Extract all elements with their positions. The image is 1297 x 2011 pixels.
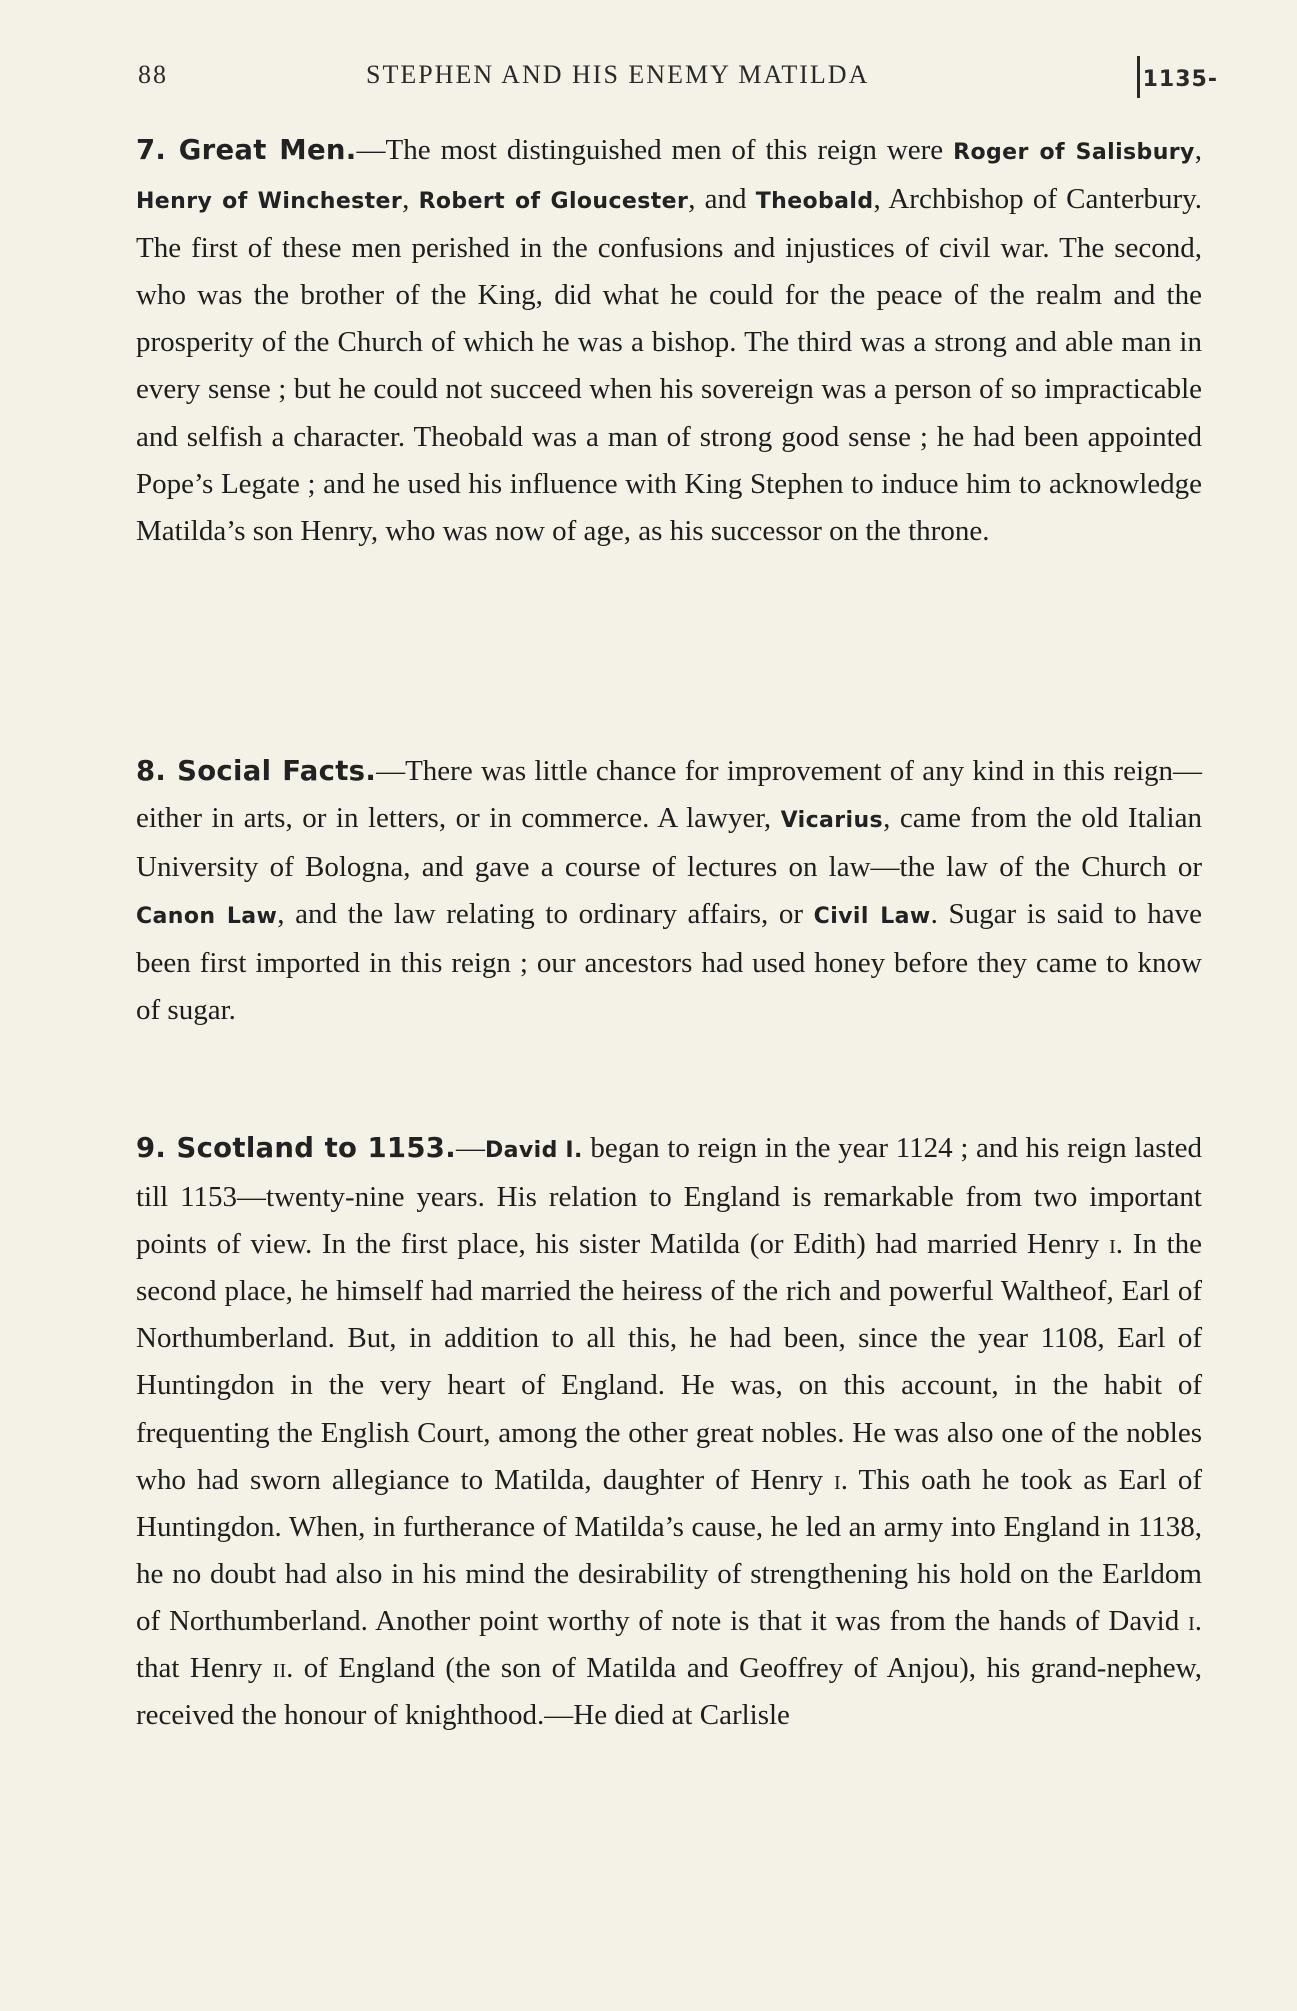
section-heading: 9. Scotland to 1153. [136, 1132, 456, 1164]
body-text: , [402, 183, 419, 216]
body-text: of England (the son of Matilda and Geoffrey of Anjou), his grand-nephew, received the honour of knighthood.—He died at Carlisle [136, 1652, 1202, 1732]
body-text: , came from the old Italian University of Bologna, and gave a course of lectures on law—the law of the Church or [136, 802, 1202, 884]
person-name: David [484, 1138, 558, 1163]
body-text: began to reign in the year 1124 ; and his reign lasted till 1153—twenty-nine years. His relation to England is remarkable from two important points of view. In the first place, his sister Matilda (or Edith) had married Henry [136, 1132, 1202, 1261]
body-text: —The most distinguished men of this reign were [356, 134, 954, 166]
section-great-men [136, 127, 1202, 555]
body-text: , Archbishop of Canterbury. The first of these men perished in the confusions and injustices of civil war. The second, who was the brother of the King, did what he could for the peace of the realm and the prosperity of the Church of which he was a bishop. The third was a strong and able man in every sense ; but he could not succeed when his sovereign was a person of so impracticable and selfish a character. Theobald was a man of strong good sense ; he had been appointed Pope’s Legate ; and he used his influence with King Stephen to induce him to acknowledge Matilda’s son Henry, who was now of age, as his successor on the throne. [136, 183, 1203, 547]
regnal-number: i. [1188, 1604, 1202, 1637]
date-reference: 1135- [1137, 56, 1218, 98]
section-social-facts [136, 748, 1202, 1035]
regnal-number: I. [565, 1138, 583, 1163]
person-name: Robert of Gloucester [418, 189, 689, 215]
body-text: . Sugar is said to have been first imported in this reign ; our ancestors had used honey before they came to know of sugar. [136, 898, 1202, 1027]
section-scotland [136, 1125, 1202, 1739]
term: Canon Law [136, 904, 278, 930]
section-heading: 8. Social Facts. [136, 755, 377, 787]
body-text: — [455, 1132, 485, 1164]
person-name: Henry of Winchester [136, 189, 403, 215]
paragraph [136, 127, 1202, 555]
regnal-number: ii. [272, 1652, 294, 1685]
term: Civil Law [813, 904, 931, 930]
regnal-number: i. [1109, 1228, 1124, 1261]
person-name: Vicarius [780, 808, 884, 834]
page-number: 88 [138, 60, 168, 89]
body-text: , [1194, 134, 1202, 166]
body-text: that Henry [136, 1652, 273, 1685]
paragraph [136, 1125, 1202, 1739]
body-text: In the second place, he himself had married the heiress of the rich and powerful Waltheof, Earl of Northumberland. But, in addition to all this, he had been, since the year 1108, Earl of Huntingdon in the very heart of England. He was, on this account, in the habit of frequenting the English Court, among the other great nobles. He was also one of the nobles who had sworn allegiance to Matilda, daughter of Henry [136, 1228, 1203, 1496]
running-title: STEPHEN AND HIS ENEMY MATILDA [366, 60, 870, 89]
section-heading: 7. Great Men. [136, 134, 357, 166]
regnal-number: i. [834, 1463, 848, 1496]
running-header [138, 50, 1218, 98]
person-name: Theobald [755, 189, 874, 215]
person-name: Roger of Salisbury [953, 140, 1195, 165]
body-text: , and [688, 183, 756, 216]
paragraph [136, 748, 1202, 1035]
body-text: , and the law relating to ordinary affairs, or [277, 898, 814, 931]
body-text: This oath he took as Earl of Huntingdon. When, in furtherance of Matilda’s cause, he led an army into England in 1138, he no doubt had also in his mind the desirability of strengthening his hold on the Earldom of Northumberland. Another point worthy of note is that it was from the hands of David [136, 1463, 1202, 1637]
body-text: —There was little chance for improvement of any kind in this reign—either in arts, or in letters, or in commerce. A lawyer, [136, 755, 1202, 835]
